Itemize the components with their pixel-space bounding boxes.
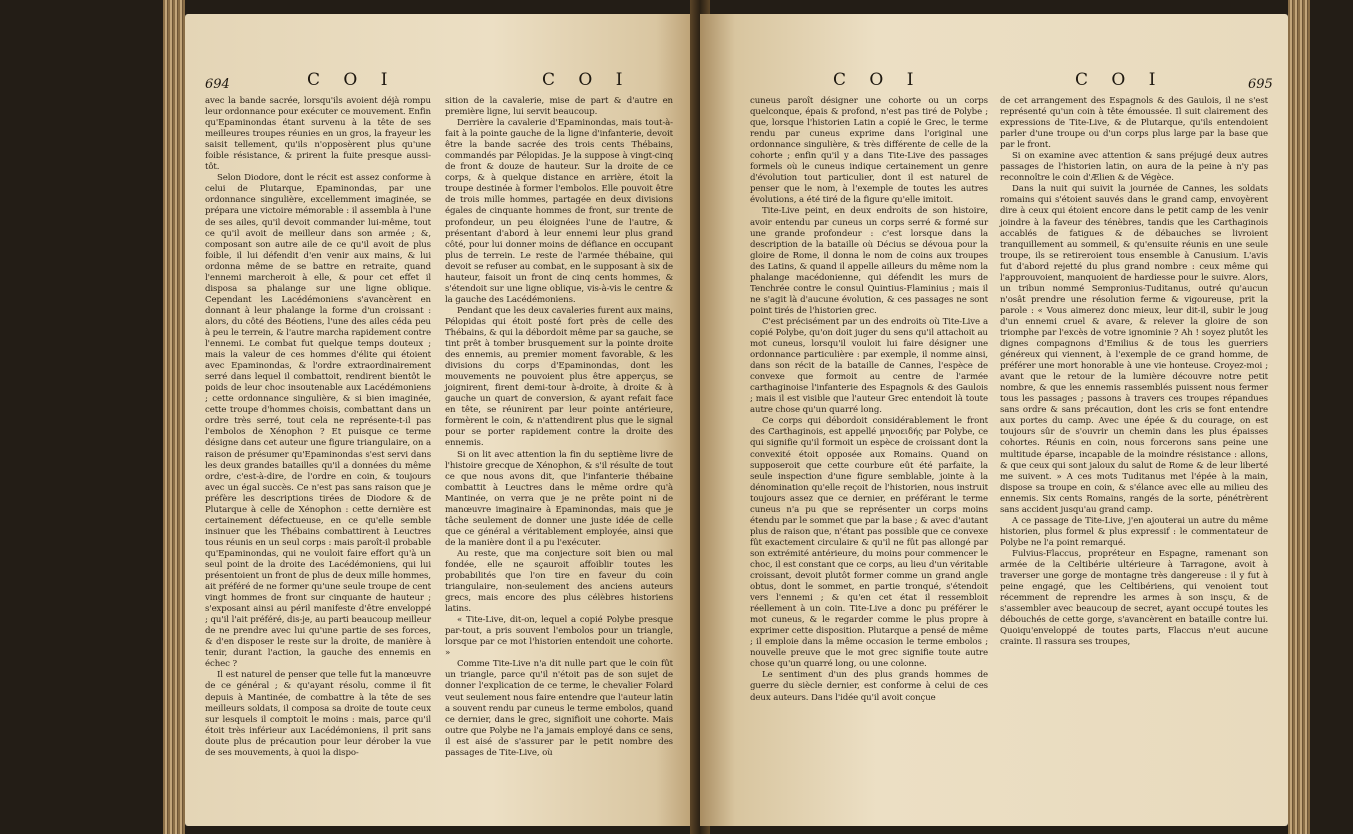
right-page [700,14,1288,826]
paragraph: « Tite-Live, dit-on, lequel a copié Polybe presque par-tout, a pris souvent l'embolos pour un triangle, lorsque par ce mot l'historien entendoit une cohorte. » [445,615,673,659]
paragraph: Ce corps qui débordoit considérablement le front des Carthaginois, est appellé μηνοειδής par Polybe, ce qui signifie qu'il formoit un espèce de croissant dont la convexité étoit opposée aux Romains. Quand on supposeroit que cette courbure eût été parfaite, la seule inspection d'une figure semblable, jointe à la dénomination qu'elle reçoit de l'historien, nous instruit toujours assez que ce dernier, en préférant le terme cuneus n'a pu que se représenter un corps moins étendu par le sommet que par la base ; & avec d'autant plus de raison que, n'étant pas possible que ce convexe fût exactement circulaire & qu'il ne fût pas allongé par son extrémité antérieure, du moins pour commencer le choc, il est constant que ce corps, au lieu d'un véritable croissant, devoit plutôt former comme un grand angle obtus, dont le sommet, en partie tronqué, s'étendoit vers l'ennemi ; & qu'en cet état il ressembloit réellement à un coin. Tite-Live a donc pu préférer le mot cuneus, & le regarder comme le plus propre à exprimer cette disposition. Plutarque a pensé de même ; il emploie dans la même occasion le terme embolos ; nouvelle preuve que le mot grec signifie toute autre chose qu'un quarré long, ou une colonne. [750,416,988,670]
paragraph: Derrière la cavalerie d'Epaminondas, mais tout-à-fait à la pointe gauche de la ligne d'infanterie, devoit être la bande sacrée des trois cents Thébains, commandés par Pélopidas. Je la suppose à vingt-cinq de front & douze de hauteur. Sur la droite de ce corps, & à quelque distance en arrière, étoit la troupe destinée à former l'embolos. Elle pouvoit être de trois mille hommes, partagée en deux divisions égales de cinquante hommes de front, sur trente de profondeur, un peu éloignées l'une de l'autre, & présentant d'abord à leur ennemi leur plus grand côté, pour lui donner moins de défiance en occupant plus de terrein. Le reste de l'armée thébaine, qui devoit se refuser au combat, en le supposant à six de hauteur, faisoit un front de cinq cents hommes, & s'étendoit sur une ligne oblique, vis-à-vis le centre & la gauche des Lacédémoniens. [445,118,673,305]
paragraph: Au reste, que ma conjecture soit bien ou mal fondée, elle ne sçauroit affoiblir toutes les probabilités que l'on tire en faveur du coin triangulaire, non-seulement des anciens auteurs grecs, mais encore des plus célèbres historiens latins. [445,548,673,615]
paragraph: C'est précisément par un des endroits où Tite-Live a copié Polybe, qu'on doit juger du sens qu'il attachoit au mot cuneus, lorsqu'il vouloit lui faire désigner une ordonnance particulière : par exemple, il nomme ainsi, dans son récit de la bataille de Cannes, l'espèce de convexe que formoit au centre de l'armée carthaginoise l'infanterie des Espagnols & des Gaulois ; mais il est visible que l'auteur Grec entendoit là toute autre chose qu'un quarré long. [750,316,988,416]
paragraph: avec la bande sacrée, lorsqu'ils avoient déjà rompu leur ordonnance pour exécuter ce mouvement. Enfin qu'Epaminondas étant survenu à la tête de ses meilleures troupes réunies en un gros, la frayeur les saisit tellement, qu'ils n'opposèrent plus qu'une foible résistance, & prirent la fuite presque aussi-tôt. [205,96,431,173]
page-number-right: 695 [1248,77,1273,92]
paragraph: Comme Tite-Live n'a dit nulle part que le coin fût un triangle, parce qu'il n'étoit pas de son sujet de donner l'explication de ce terme, le chevalier Folard veut seulement nous faire entendre que l'auteur latin a souvent rendu par cuneus le terme embolos, quand ce dernier, dans le grec, signifioit une cohorte. Mais outre que Polybe ne l'a jamais employé dans ce sens, il est aisé de s'assurer par le petit nombre des passages de Tite-Live, où [445,659,673,758]
paragraph: cuneus paroît désigner une cohorte ou un corps quelconque, épais & profond, n'est pas tiré de Polybe ; que, lorsque l'historien Latin a copié le Grec, le terme rendu par cuneus exprime dans l'original une ordonnance singulière, & très différente de celle de la cohorte ; enfin qu'il y a dans Tite-Live des passages formels où le cuneus indique certainement un genre d'évolution tout particulier, dont il est naturel de penser que le nom, à l'exemple de toutes les autres évolutions, a été tiré de la figure qu'elle imitoit. [750,96,988,206]
paragraph: Selon Diodore, dont le récit est assez conforme à celui de Plutarque, Epaminondas, par une ordonnance singulière, excellemment imaginée, se prépara une victoire mémorable : il assembla à l'une de ses ailes, qu'il devoit commander lui-même, tout ce qu'il avoit de meilleur dans son armée ; &, composant son autre aile de ce qu'il avoit de plus foible, il lui défendit d'en venir aux mains, & lui ordonna même de se battre en retraite, quand l'ennemi marcheroit à elle, & pour cet effet il disposa sa phalange sur une ligne oblique. Cependant les Lacédémoniens s'avancèrent en donnant à leur phalange la forme d'un croissant : alors, du côté des Béotiens, l'une des ailes céda peu à peu le terrein, & l'autre marcha rapidement contre l'ennemi. Le combat fut quelque temps douteux ; mais la valeur de ces hommes d'élite qui étoient avec Epaminondas, & l'ordre extraordinairement serré dans lequel il combattoit, rendirent bientôt le poids de leur choc insoutenable aux Lacédémoniens ; cette ordonnance singulière, & si bien imaginée, cette troupe d'hommes choisis, combattant dans un ordre très serré, tout cela ne représente-t-il pas l'embolos de Xénophon ? Et puisque ce terme désigne dans cet auteur une figure triangulaire, on a raison de présumer qu'Epaminondas s'est servi dans les deux grandes batailles qu'il a données du même ordre, c'est-à-dire, de l'ordre en coin, & toujours avec un égal succès. Ce n'est pas sans raison que je préfère les descriptions tirées de Diodore & de Plutarque à celle de Xénophon : cette dernière est certainement défectueuse, en ce qu'elle semble insinuer que les Thébains combattirent à Leuctres tous réunis en un seul corps : mais paroît-il probable qu'Epaminondas, qui ne vouloit faire effort qu'à un seul point de la droite des Lacédémoniens, qui lui présentoient un front de plus de deux mille hommes, ait préféré de ne former qu'une seule troupe de cent vingt hommes de front sur cinquante de hauteur ; s'exposant ainsi au péril manifeste d'être enveloppé ; qu'il l'ait préféré, dis-je, au parti beaucoup meilleur de ne prendre avec lui qu'une partie de ses forces, & d'en disposer le reste sur la droite, de manière à tenir, durant l'action, la gauche des ennemis en échec ? [205,173,431,670]
paragraph: Tite-Live peint, en deux endroits de son histoire, avoir entendu par cuneus un corps serré & formé sur une grande profondeur : c'est lorsque dans la description de la bataille où Décius se dévoua pour la gloire de Rome, il donna le nom de coins aux troupes des Latins, & quand il appelle ailleurs du même nom la phalange macédonienne, qui défendit les murs de Tenchrée contre le consul Quintius-Flaminius ; mais il ne s'agit là d'aucune évolution, & ces passages ne sont point tirés de l'historien grec. [750,206,988,316]
paragraph: Pendant que les deux cavaleries furent aux mains, Pélopidas qui étoit posté fort près de celle des Thébains, & qui la débordoit même par sa gauche, se tint prêt à tomber brusquement sur la pointe droite des ennemis, au premier moment favorable, & les divisions du corps d'Epaminondas, dont les mouvements ne pouvoient plus être apperçus, se joignirent, firent demi-tour à-droite, à droite & à gauche un quart de conversion, & ayant refait face en tête, se réunirent par leur pointe antérieure, formèrent le coin, & n'attendirent plus que le signal pour se porter rapidement contre la droite des ennemis. [445,305,673,449]
running-head-right-col1: C O I [833,70,923,90]
running-head-right-col2: C O I [1075,70,1165,90]
right-page-column-2 [1000,96,1268,648]
left-page-edges [163,0,185,834]
paragraph: Si on lit avec attention la fin du septième livre de l'histoire grecque de Xénophon, & s'il résulte de tout ce que nous avons dit, que l'infanterie thébaine combattit à Leuctres dans le même ordre qu'à Mantinée, on verra que je ne prête point ni de manœuvre imaginaire à Epaminondas, mais que je tâche seulement de donner une juste idée de celle que ce général a véritablement employée, ainsi que de la manière dont il a pu l'exécuter. [445,449,673,548]
left-page [185,14,697,826]
paragraph: Le sentiment d'un des plus grands hommes de guerre du siècle dernier, est conforme à celui de ces deux auteurs. Dans l'idée qu'il avoit conçue [750,670,988,703]
paragraph: Si on examine avec attention & sans préjugé deux autres passages de l'historien latin, on aura de la peine à n'y pas reconnoître le coin d'Ælien & de Végèce. [1000,151,1268,184]
page-number-left: 694 [205,77,230,92]
running-head-left-col2: C O I [542,70,632,90]
running-head-left-col1: C O I [307,70,397,90]
paragraph: de cet arrangement des Espagnols & des Gaulois, il ne s'est représenté qu'un coin à tête émoussée. Il suit clairement des expressions de Tite-Live, & de Plutarque, qu'ils entendoient parler d'une troupe ou d'un corps plus large par la base que par le front. [1000,96,1268,151]
right-page-column-1 [750,96,988,704]
paragraph: A ce passage de Tite-Live, j'en ajouterai un autre du même historien, plus formel & plus expressif : le commentateur de Polybe ne l'a point remarqué. [1000,515,1268,548]
paragraph: Fulvius-Flaccus, propréteur en Espagne, ramenant son armée de la Celtibérie ultérieure à Tarragone, avoit à traverser une gorge de montagne très dangereuse : il y fut à peine engagé, que les Celtibériens, qui venoient tout récemment de reprendre les armes à son insçu, & de s'assembler avec beaucoup de secret, ayant occupé toutes les débouchés de cette gorge, s'avancèrent en bataille contre lui. Quoiqu'enveloppé de toutes parts, Flaccus n'eut aucune crainte. Il rassura ses troupes, [1000,548,1268,648]
left-page-column-1 [205,96,431,759]
paragraph: Il est naturel de penser que telle fut la manœuvre de ce général ; & qu'ayant résolu, comme il fit depuis à Mantinée, de combattre à la tête de ses meilleurs soldats, il composa sa droite de toute ceux sur lesquels il comptoit le moins : mais, parce qu'il étoit très inférieur aux Lacédémoniens, il prit sans doute plus de précaution pour leur dérober la vue de ses mouvements, à quoi la dispo- [205,670,431,758]
paragraph: sition de la cavalerie, mise de part & d'autre en première ligne, lui servit beaucoup. [445,96,673,118]
paragraph: Dans la nuit qui suivit la journée de Cannes, les soldats romains qui s'étoient sauvés dans le grand camp, envoyèrent dire à ceux qui étoient encore dans le petit camp de les venir joindre à la faveur des ténèbres, tandis que les Carthaginois accablés de fatigues & de débauches se livroient tranquillement au sommeil, & qu'ensuite réunis en une seule troupe, ils se retireroient tous ensemble à Canusium. L'avis fut d'abord rejetté du plus grand nombre : ceux même qui l'approuvoient, manquoient de hardiesse pour le suivre. Alors, un tribun nommé Sempronius-Tuditanus, outré qu'aucun n'osât prendre une résolution ferme & vigoureuse, prit la parole : « Vous aimerez donc mieux, leur dit-il, subir le joug d'un ennemi cruel & avare, & relever la gloire de son triomphe par l'excès de votre ignominie ? Ah ! soyez plutôt les dignes compagnons d'Emilius & de tous les guerriers généreux qui viennent, à l'exemple de ce grand homme, de préférer une mort honorable à une vie honteuse. Croyez-moi ; avant que le retour de la lumière découvre notre petit nombre, & que les ennemis rassemblés puissent nous fermer tous les passages ; passons à travers ces troupes répandues sans ordre & sans précaution, dont les cris se font entendre aux portes du camp. Avec une épée & du courage, on est toujours sûr de s'ouvrir un chemin dans les plus épaisses cohortes. Réunis en coin, nous forcerons sans peine une multitude éparse, incapable de la moindre résistance : allons, & que ceux qui sont jaloux du salut de Rome & de leur liberté me suivent. » A ces mots Tuditanus met l'épée à la main, dispose sa troupe en coin, & s'élance avec elle au milieu des ennemis. Six cents Romains, rangés de la sorte, pénétrèrent sans accident jusqu'au grand camp. [1000,184,1268,515]
right-page-edges [1288,0,1310,834]
left-page-column-2 [445,96,673,759]
